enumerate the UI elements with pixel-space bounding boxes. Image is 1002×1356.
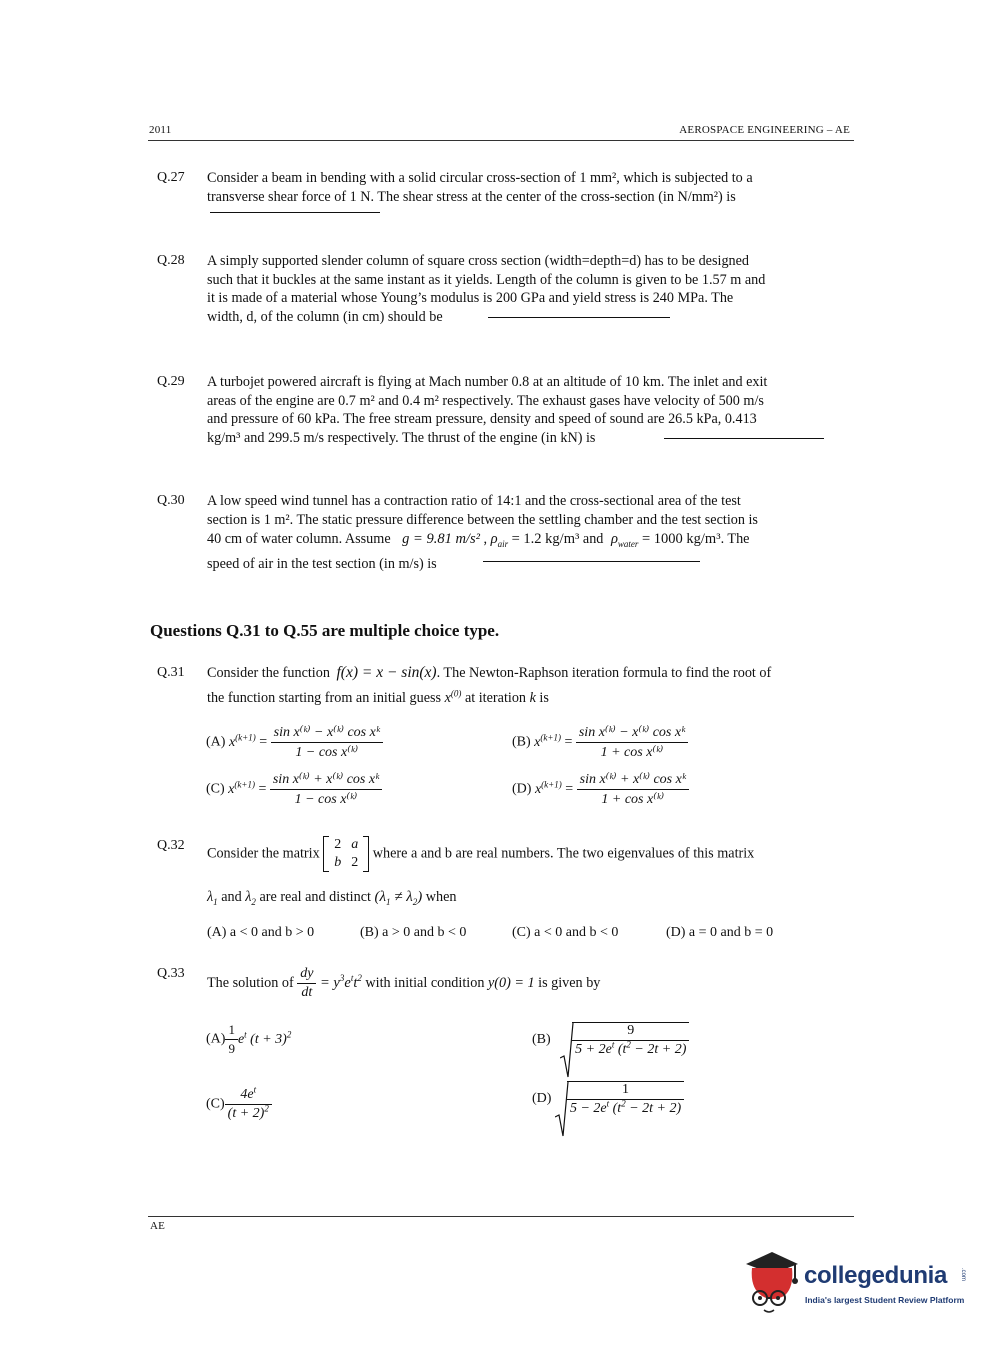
matrix	[323, 836, 369, 872]
q31-k: k	[529, 690, 536, 706]
q33-line1-text: The solution of	[207, 974, 294, 991]
header-rule	[148, 140, 854, 141]
option-b-label: (B)	[532, 1032, 551, 1047]
q28-line1: A simply supported slender column of square cross section (width=depth=d) has to be designed	[207, 253, 750, 269]
option-c[interactable]: (C) $x^{(k+1)}$ = $\frac{\text{sin x⁽ᵏ⁾ + x⁽ᵏ⁾ cos xᵏ}}{\text{1 − cos x⁽ᵏ⁾}}$	[206, 771, 382, 808]
q29-line2: areas of the engine are 0.7 m² and 0.4 m² respectively. The exhaust gases have velocity of 500 m/s	[207, 392, 764, 409]
footer-rule	[148, 1216, 854, 1217]
q32-line1-text: Consider the matrix	[207, 845, 320, 862]
derivative-fraction: $\frac{dy}{dt}$	[297, 966, 316, 1001]
initial-condition: y(0) = 1	[487, 974, 535, 991]
option-d-label: (D)	[532, 1091, 552, 1106]
option-c[interactable]: (C) a < 0 and b < 0	[512, 925, 619, 940]
matrix-cell: 2	[334, 837, 342, 852]
q31-line2-end: is	[539, 690, 549, 706]
question-number: Q.32	[157, 838, 185, 853]
mascot-icon	[742, 1250, 802, 1316]
q27-line1: Consider a beam in bending with a solid circular cross-section of 1 mm², which is subjected to a	[207, 170, 753, 186]
q31-line2-text: the function starting from an initial guess	[207, 690, 442, 706]
q31-line1	[207, 664, 847, 682]
header-paper-title: AEROSPACE ENGINEERING – AE	[679, 124, 850, 136]
q31-line1-text: Consider the function	[207, 665, 330, 681]
q28-line2: such that it buckles at the same instant as it yields. Length of the column is given to be 1.57 m and	[207, 271, 766, 288]
denominator: 1 + cos x⁽ᵏ⁾	[577, 789, 689, 808]
q30-line4: speed of air in the test section (in m/s) is	[207, 556, 437, 572]
rho-air-value: = 1.2 kg/m³	[511, 531, 580, 547]
q30-line3-end: . The	[720, 531, 750, 547]
option-a-label: (A)	[206, 734, 226, 750]
sqrt-expression: $\frac{1}{5 - 2e^t (t^2 - 2t + 2)}$	[555, 1081, 684, 1117]
denominator: 1 − cos x⁽ᵏ⁾	[271, 742, 383, 761]
option-b-label: (B)	[512, 734, 531, 750]
option-c[interactable]: (C) $\frac{4e^t}{(t + 2)^2}$	[206, 1087, 272, 1122]
q29-line4: kg/m³ and 299.5 m/s respectively. The thrust of the engine (in kN) is	[207, 429, 596, 446]
option-b[interactable]: (B) a > 0 and b < 0	[360, 925, 467, 940]
option-b[interactable]	[532, 1022, 689, 1058]
logo-suffix: .com	[960, 1268, 966, 1282]
header-year: 2011	[149, 124, 172, 136]
q32-line1-rest: where a and b are real numbers. The two eigenvalues of this matrix	[372, 845, 755, 862]
answer-blank	[210, 212, 380, 213]
collegedunia-logo[interactable]	[742, 1250, 972, 1320]
option-a-label: (A)	[206, 1031, 226, 1047]
matrix-cell: b	[334, 855, 342, 870]
numerator: sin x⁽ᵏ⁾ − x⁽ᵏ⁾ cos xᵏ	[578, 725, 686, 740]
q27-line2: transverse shear force of 1 N. The shear stress at the center of the cross-section (in N/mm²) is	[207, 188, 736, 205]
q33-line1: The solution of $\frac{dy}{dt}$ = $y^3e^tt^2$ with initial condition y(0) = 1 is given by	[207, 966, 601, 1000]
question-number: Q.31	[157, 665, 185, 680]
rho-water-value: = 1000 kg/m³	[641, 531, 721, 547]
q28-line4: width, d, of the column (in cm) should be	[207, 308, 443, 325]
option-d[interactable]: (D) $x^{(k+1)}$ = $\frac{\text{sin x⁽ᵏ⁾ + x⁽ᵏ⁾ cos xᵏ}}{\text{1 + cos x⁽ᵏ⁾}}$	[512, 771, 689, 808]
q31-line2: the function starting from an initial guess $x^{(0)}$ at iteration k is	[207, 688, 549, 706]
q30-line1: A low speed wind tunnel has a contraction ratio of 14:1 and the cross-sectional area of the test	[207, 493, 741, 509]
option-c-label: (C)	[206, 781, 225, 797]
question-number: Q.29	[157, 374, 185, 389]
q28-line3: it is made of a material whose Young’s modulus is 200 GPa and yield stress is 240 MPa. The	[207, 290, 734, 306]
question-28-text	[207, 252, 843, 326]
option-c-label: (C)	[206, 1096, 225, 1112]
answer-blank	[483, 561, 700, 562]
option-a-fraction	[271, 724, 383, 761]
logo-tagline: India's largest Student Review Platform	[805, 1295, 965, 1305]
footer-code: AE	[150, 1220, 166, 1232]
question-29-text	[207, 373, 843, 447]
function-expression: f(x) = x − sin(x)	[336, 664, 437, 681]
option-a[interactable]: (A) $\frac{1}{9}$ $e^t$ $(t + 3)^2$	[206, 1022, 292, 1056]
option-b-fraction	[576, 724, 688, 761]
question-27-text	[207, 169, 847, 206]
option-d[interactable]	[532, 1081, 684, 1117]
q29-line1: A turbojet powered aircraft is flying at Mach number 0.8 at an altitude of 10 km. The inlet and exit	[207, 374, 768, 390]
question-number: Q.30	[157, 493, 185, 508]
option-a[interactable]: (A) a < 0 and b > 0	[207, 925, 315, 940]
question-number: Q.33	[157, 966, 185, 981]
answer-blank	[664, 438, 824, 439]
option-d-label: (D)	[512, 781, 532, 797]
q31-line1-rest: . The Newton-Raphson iteration formula to find the root of	[436, 665, 772, 681]
option-d[interactable]: (D) a = 0 and b = 0	[666, 925, 774, 940]
matrix-cell: a	[351, 837, 359, 852]
q32-line2: $\lambda_1$ and $\lambda_2$ are real and distinct $(\lambda_1 \ne \lambda_2)$ when	[207, 889, 457, 907]
option-a[interactable]: (A) $x^{(k+1)}$ = $\frac{\text{sin x⁽ᵏ⁾ − x⁽ᵏ⁾ cos xᵏ}}{\text{1 − cos x⁽ᵏ⁾}}$	[206, 724, 383, 761]
q32-and: and	[221, 889, 242, 905]
and-text: and	[582, 531, 604, 547]
sqrt-expression: $\frac{9}{5 + 2e^t (t^2 - 2t + 2)}$	[560, 1022, 689, 1058]
numerator: sin x⁽ᵏ⁾ − x⁽ᵏ⁾ cos xᵏ	[273, 725, 380, 740]
denominator: 1 − cos x⁽ᵏ⁾	[270, 789, 382, 808]
q33-line1-end: is given by	[538, 974, 601, 991]
q30-line2: section is 1 m². The static pressure difference between the settling chamber and the test section is	[207, 511, 758, 528]
q30-line3-text: 40 cm of water column. Assume	[207, 531, 391, 547]
denominator: 1 + cos x⁽ᵏ⁾	[576, 742, 688, 761]
option-b[interactable]: (B) $x^{(k+1)}$ = $\frac{\text{sin x⁽ᵏ⁾ − x⁽ᵏ⁾ cos xᵏ}}{\text{1 + cos x⁽ᵏ⁾}}$	[512, 724, 688, 761]
question-number: Q.27	[157, 170, 185, 185]
q32-when: when	[425, 889, 457, 905]
q31-line2-mid: at iteration	[464, 690, 527, 706]
answer-blank	[488, 317, 670, 318]
numerator: sin x⁽ᵏ⁾ + x⁽ᵏ⁾ cos xᵏ	[579, 772, 686, 787]
option-c-fraction	[270, 771, 382, 808]
q29-line3: and pressure of 60 kPa. The free stream pressure, density and speed of sound are 26.5 kPa, 0.413	[207, 411, 757, 427]
numerator: sin x⁽ᵏ⁾ + x⁽ᵏ⁾ cos xᵏ	[272, 772, 380, 787]
question-number: Q.28	[157, 253, 185, 268]
q32-line1	[207, 836, 754, 872]
q33-line1-mid: with initial condition	[365, 974, 485, 991]
option-d-fraction	[577, 771, 689, 808]
q30-line3: 40 cm of water column. Assume g = 9.81 m/s² , $\rho_{air} = 1.2$ kg/m³ and $\rho_{water} = 1000$ kg/m³. The	[207, 531, 750, 549]
question-30-text	[207, 492, 843, 529]
matrix-cell: 2	[351, 855, 359, 870]
section-heading: Questions Q.31 to Q.55 are multiple choice type.	[150, 621, 500, 640]
logo-name: collegedunia	[804, 1262, 948, 1289]
gravity-value: g = 9.81 m/s²	[402, 531, 480, 547]
q32-line2-text: are real and distinct	[259, 889, 371, 905]
